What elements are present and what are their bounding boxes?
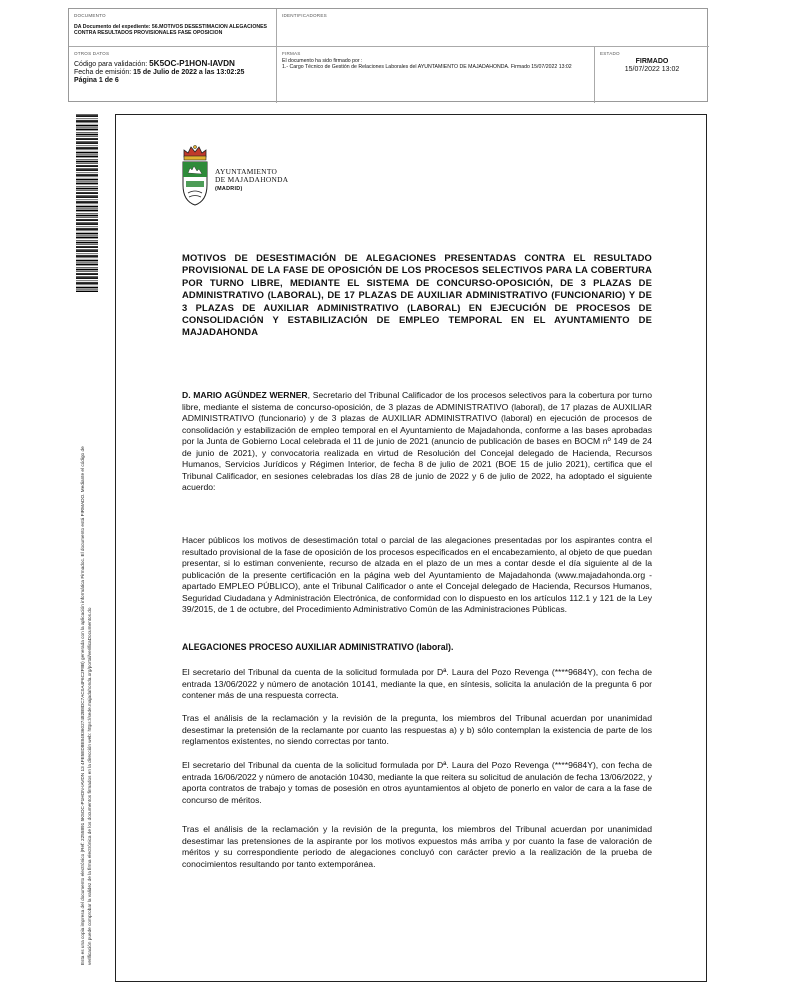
- document-metadata-header: [68, 8, 708, 102]
- status-date: 15/07/2022 13:02: [624, 66, 680, 74]
- other-data-caption: OTROS DATOS: [74, 51, 110, 56]
- letterhead: [215, 168, 288, 193]
- paragraph-claim-1: El secretario del Tribunal da cuenta de la solicitud formulada por Dª. Laura del Pozo Revenga (****9684Y), con fecha de entrada 13/06/2022 y número de anotación 10141, mediante la que, en síntesis, solicita la anulación de la pregunta 6 por contener más de una respuesta correcta.: [182, 667, 652, 700]
- letterhead-line-3: (MADRID): [215, 185, 243, 192]
- status-caption: ESTADO: [600, 51, 620, 56]
- verification-side-text: [80, 305, 93, 965]
- signatures-detail: 1.- Cargo Técnico de Gestión de Relaciones Laborales del AYUNTAMIENTO DE MAJADAHONDA. Firmado 15/07/2022 13:02: [282, 64, 572, 71]
- signatures-cell: [277, 47, 595, 103]
- emission-label: Fecha de emisión:: [74, 69, 132, 77]
- letterhead-line-2: DE MAJADAHONDA: [215, 175, 289, 185]
- status-cell: [595, 47, 709, 103]
- document-title: MOTIVOS DE DESESTIMACIÓN DE ALEGACIONES PRESENTADAS CONTRA EL RESULTADO PROVISIONAL DE LA FASE DE OPOSICIÓN DE LOS PROCESOS SELECTIVOS PARA LA COBERTURA POR TURNO LIBRE, MEDIANTE EL SISTEMA DE CONCURSO-OPOSICIÓN, DE 3 PLAZAS DE ADMINISTRATIVO (LABORAL), DE 17 PLAZAS DE AUXILIAR ADMINISTRATIVO (FUNCIONARIO) Y DE 3 PLAZAS DE AUXILIAR ADMINISTRATIVO (LABORAL) EN EJECUCIÓN DE PROCESOS DE CONSOLIDACIÓN Y ESTABILIZACIÓN DE EMPLEO TEMPORAL EN EL AYUNTAMIENTO DE MAJADAHONDA: [182, 252, 652, 338]
- paragraph-claim-2: El secretario del Tribunal da cuenta de la solicitud formulada por Dª. Laura del Pozo Revenga (****9684Y), con fecha de entrada 16/06/2022 y número de anotación 10430, mediante la que reitera su solicitud de anulación de fecha 13/06/2022, y aporta contratos de trabajo y tomas de posesión en otros ayuntamientos al objeto de ponerlo en valor de cara a la fase de concurso de méritos.: [182, 760, 652, 805]
- paragraph-resolution-1: Tras el análisis de la reclamación y la revisión de la pregunta, los miembros del Tribunal acuerdan por unanimidad desestimar la pretensión de la reclamante por cuanto las respuestas a) y b) sólo contemplan la existencia de parte de los reglamentos existentes, no siendo correctas por tanto.: [182, 713, 652, 746]
- secretary-name: D. MARIO AGÜNDEZ WERNER: [182, 390, 308, 400]
- barcode-icon: [76, 114, 98, 292]
- identifiers-caption: IDENTIFICADORES: [282, 13, 327, 18]
- certification-text: , Secretario del Tribunal Calificador de los procesos selectivos para la cobertura por turno libre, mediante el sistema de concurso-oposición, de 3 plazas de ADMINISTRATIVO (laboral), de 17 plazas de AUXILIAR ADMINISTRATIVO (funcionario) y de 3 plazas de AUXILIAR ADMINISTRATIVO (laboral) en ejecución de procesos de consolidación y estabilización de empleo temporal en el Ayuntamiento de Majadahonda, conforme a las bases aprobadas por la Junta de Gobierno Local celebrada el 11 de junio de 2021 (anuncio de publicación de bases en BOCM nº 149 de 24 de junio de 2021), y convocatoria realizada en virtud de Resolución del Concejal delegado de Hacienda, Recursos Humanos, Servicios Jurídicos y Régimen Interior, de fecha 8 de julio de 2021 (BOE 15 de julio 2021), certifica que el Tribunal Calificador, en sesiones celebradas los días 28 de junio de 2022 y 6 de julio de 2022, ha adoptado el siguiente acuerdo:: [182, 390, 652, 492]
- validation-code[interactable]: 5K5OC-P1HON-IAVDN: [149, 59, 235, 68]
- verification-line-2: verificación puede comprobar la validez de la firma electrónica de los documentos firmados en la dirección web: https://sede.majadahonda.org/portal/verificaDocumentos.do: [86, 607, 92, 965]
- signatures-intro: El documento ha sido firmado por :: [282, 58, 363, 64]
- emission-date: 15 de Julio de 2022 a las 13:02:25: [133, 69, 245, 77]
- other-data-cell: [69, 47, 277, 103]
- coat-of-arms-icon: [180, 143, 210, 207]
- identifiers-cell: [277, 9, 709, 47]
- section-heading: ALEGACIONES PROCESO AUXILIAR ADMINISTRATIVO (laboral).: [182, 642, 454, 652]
- paragraph-certification: [182, 390, 652, 494]
- validation-line: [74, 60, 271, 69]
- validation-label: Código para validación:: [74, 61, 148, 68]
- verification-line-1: Esta es una copia impresa del documento electrónico (Ref: 2255891 5K5OC-P1HON-IAVDN 13 4FE5ED8E84936027482B8DC7AC0A4F6C2F8B) generada con la aplicación informática Firmadoc. El documento está FIRMADO. Mediante el código de: [80, 446, 85, 965]
- document-caption: DOCUMENTO: [74, 13, 106, 18]
- paragraph-resolution-2: Tras el análisis de la reclamación y la revisión de la pregunta, los miembros del Tribunal acuerdan por unanimidad desestimar las pretensiones de la aspirante por los motivos expuestos más arriba y por cuanto la fase de valoración de méritos y su correspondiente periodo de alegaciones concluyó con carácter previo a la realización de la prueba de conocimientos resultando por tanto extemporánea.: [182, 824, 652, 869]
- emission-line: [74, 69, 271, 77]
- signatures-caption: FIRMAS: [282, 51, 301, 56]
- document-page: [115, 114, 707, 982]
- letterhead-line-1: AYUNTAMIENTO: [215, 167, 278, 176]
- status-value: FIRMADO: [635, 58, 669, 65]
- page-info: Página 1 de 6: [74, 77, 119, 85]
- document-description: DA Documento del expediente: 56.MOTIVOS DESESTIMACION ALEGACIONES CONTRA RESULTADOS PROVISIONALES FASE OPOSICION: [74, 24, 268, 37]
- document-cell: [69, 9, 277, 47]
- paragraph-agreement: Hacer públicos los motivos de desestimación total o parcial de las alegaciones presentadas por los aspirantes contra el resultado provisional de la fase de oposición de los procesos especificados en el encabezamiento, al objeto de que puedan presentar, si lo estiman conveniente, recurso de alzada en el plazo de un mes a contar desde el día siguiente al de la publicación de la presente certificación en la página web del Ayuntamiento de Majadahonda (www.majadahonda.org - apartado EMPLEO PÚBLICO), ante el Tribunal Calificador o ante el Concejal delegado de Hacienda, Recursos Humanos, Seguridad Ciudadana y Administración Electrónica, de conformidad con lo dispuesto en los artículos 112.1 y 121 de la Ley 39/2015, de 1 de octubre, del Procedimiento Administrativo Común de las Administraciones Públicas.: [182, 535, 652, 614]
